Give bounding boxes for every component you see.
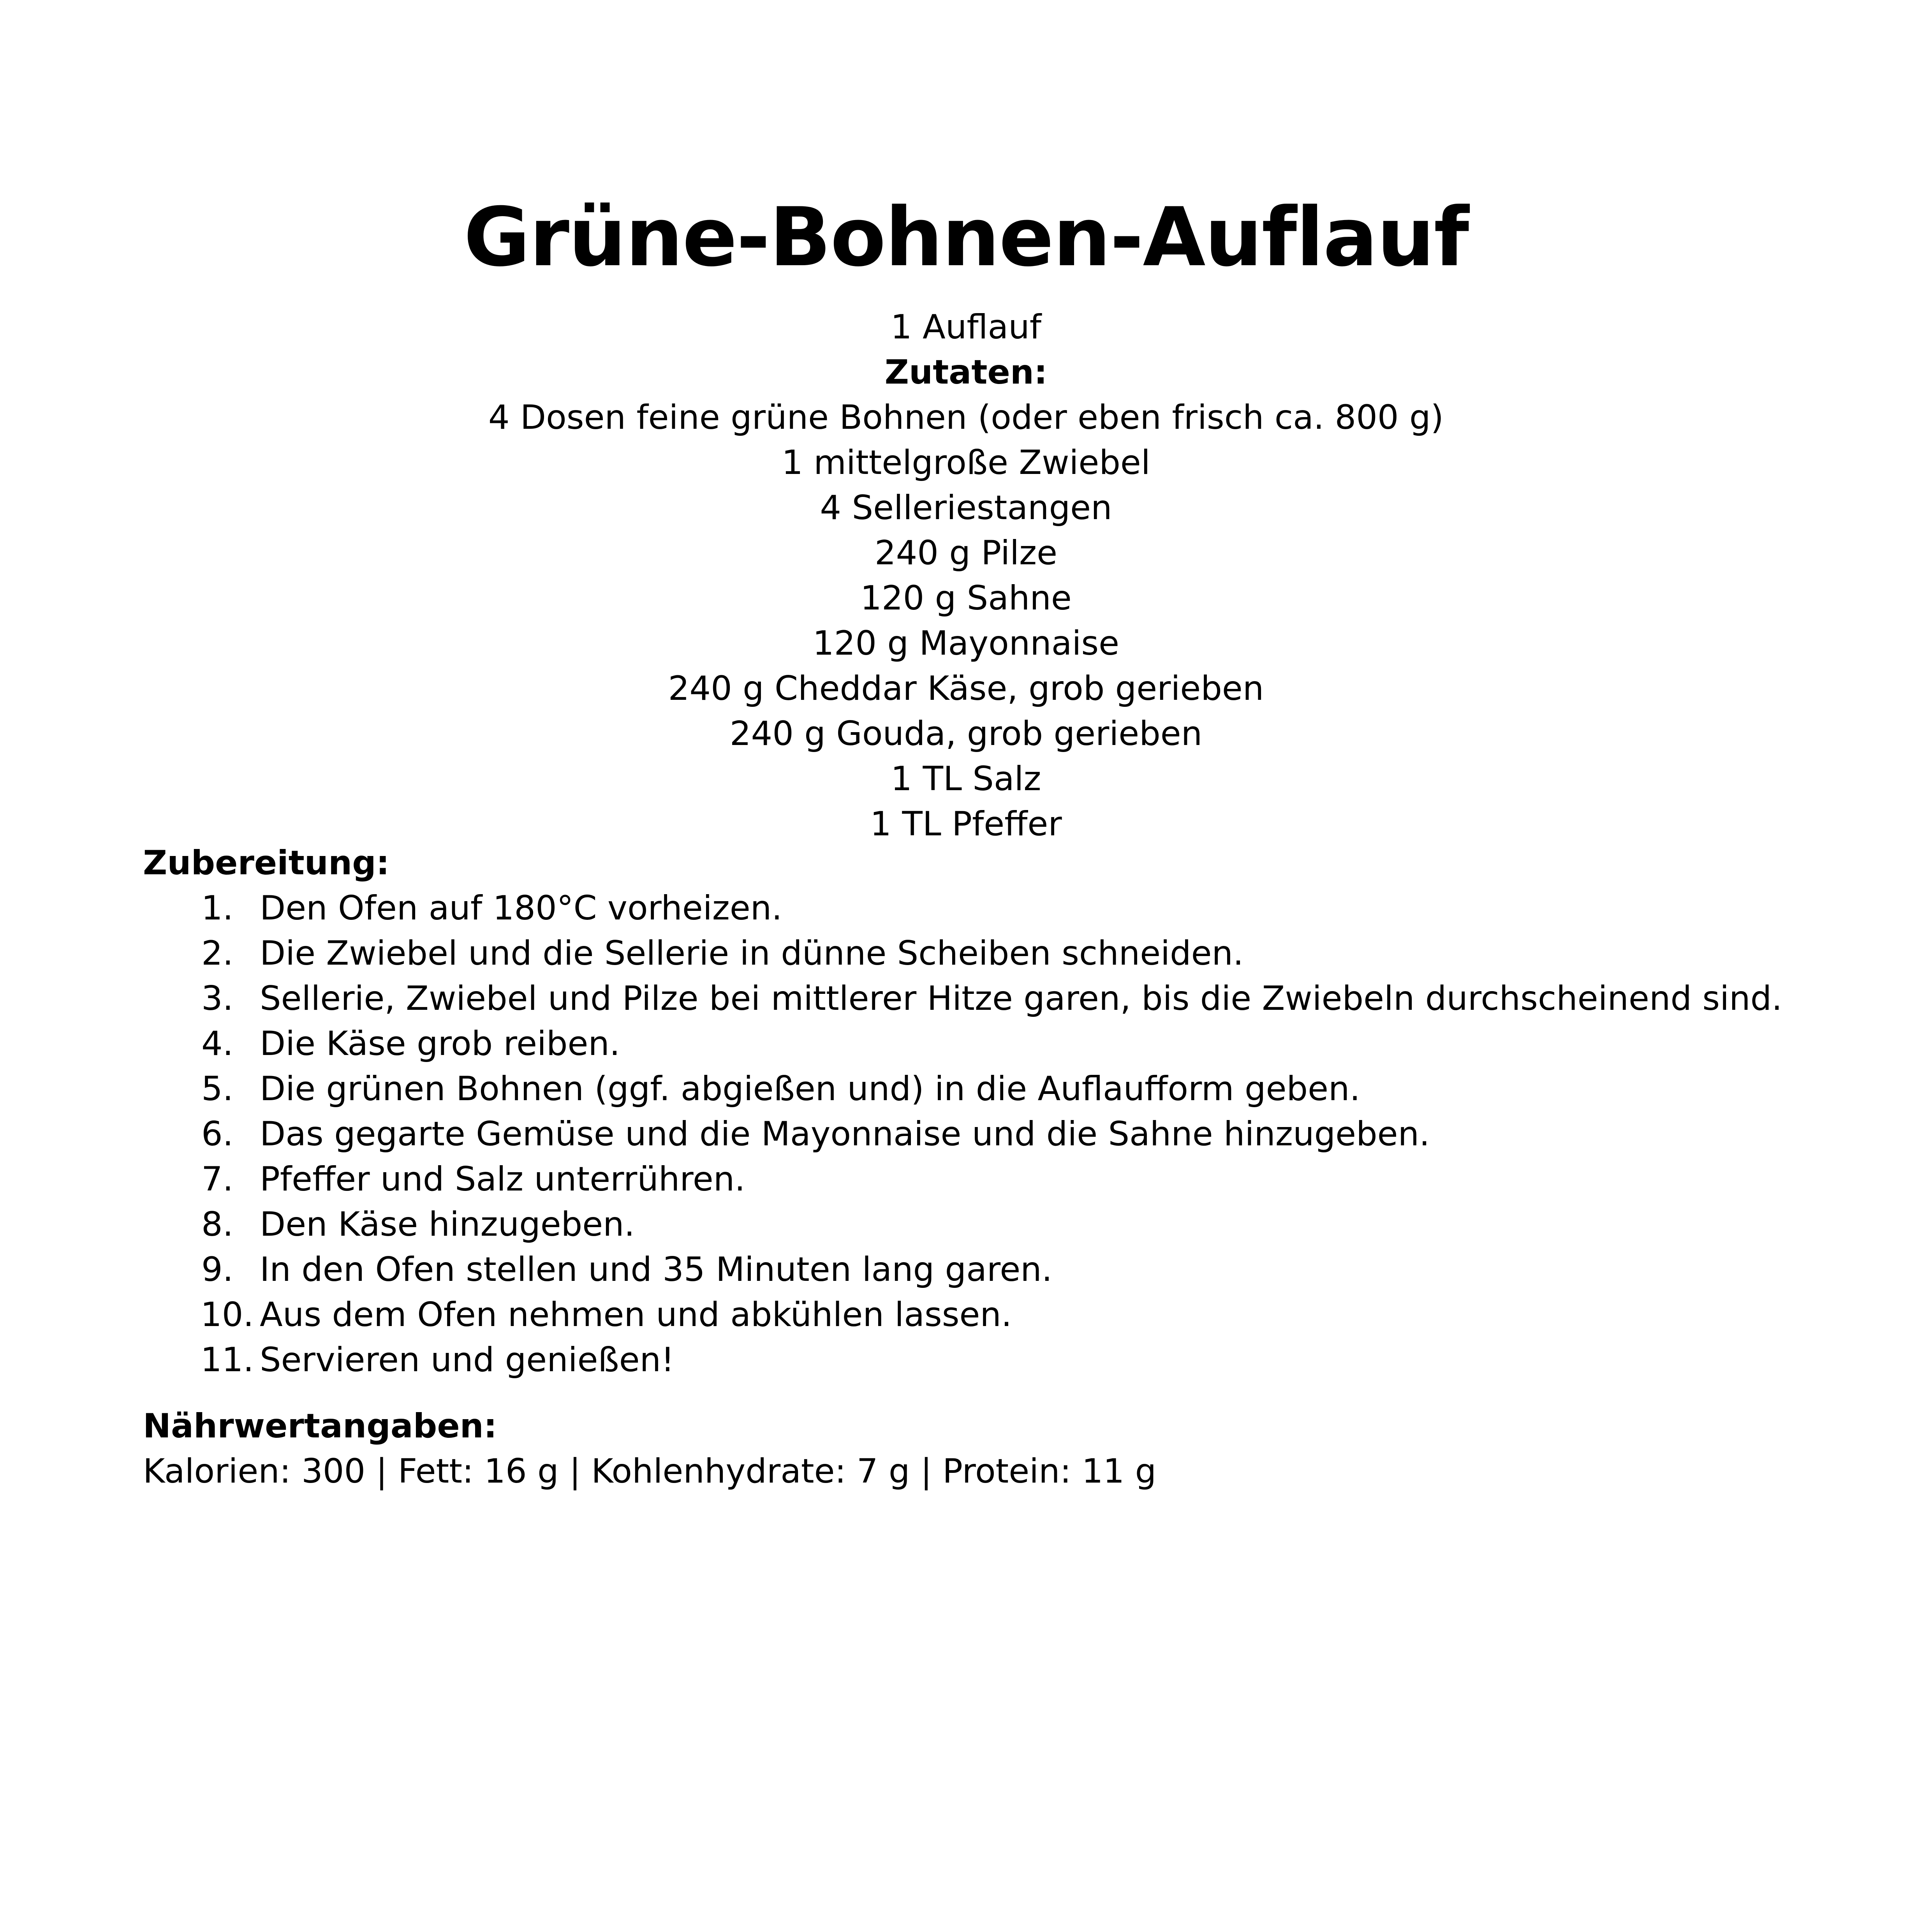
preparation-heading: Zubereitung:: [143, 844, 390, 882]
step-text: Die Käse grob reiben.: [260, 1024, 620, 1063]
step-text: Pfeffer und Salz unterrühren.: [260, 1160, 745, 1199]
list-item: [143, 1021, 1779, 1066]
list-item: [143, 1111, 1779, 1157]
preparation-steps-list: [143, 886, 1782, 1383]
list-item: [143, 1157, 1779, 1202]
ingredients-heading: Zutaten:: [884, 353, 1048, 392]
ingredient-item: 1 TL Salz: [891, 759, 1041, 798]
ingredient-item: 1 mittelgroße Zwiebel: [782, 443, 1150, 482]
step-number: 3.: [201, 979, 234, 1018]
ingredients-block: [0, 305, 1932, 847]
step-number: 4.: [201, 1024, 234, 1063]
list-item: [143, 1292, 1779, 1337]
ingredient-item: 4 Dosen feine grüne Bohnen (oder eben frisch ca. 800 g): [488, 398, 1444, 437]
step-number: 9.: [201, 1250, 234, 1289]
step-number: 5.: [201, 1069, 234, 1108]
step-text: Servieren und genießen!: [260, 1340, 675, 1379]
step-text: Die Zwiebel und die Sellerie in dünne Scheiben schneiden.: [260, 934, 1244, 973]
step-number: 10.: [201, 1295, 254, 1334]
step-text: Den Käse hinzugeben.: [260, 1205, 635, 1244]
step-text: In den Ofen stellen und 35 Minuten lang garen.: [260, 1250, 1053, 1289]
step-number: 1.: [201, 889, 234, 928]
step-text: Den Ofen auf 180°C vorheizen.: [260, 889, 782, 928]
list-item: [143, 931, 1779, 976]
list-item: [143, 1337, 1779, 1383]
ingredient-item: 120 g Mayonnaise: [812, 624, 1120, 663]
step-number: 11.: [201, 1340, 254, 1379]
nutrition-heading: Nährwertangaben:: [143, 1407, 497, 1446]
ingredient-item: 1 TL Pfeffer: [870, 805, 1062, 844]
list-item: [143, 886, 1779, 931]
step-number: 7.: [201, 1160, 234, 1199]
recipe-title: Grüne-Bohnen-Auflauf: [463, 190, 1469, 285]
nutrition-values: Kalorien: 300 | Fett: 16 g | Kohlenhydrate: 7 g | Protein: 11 g: [143, 1452, 1157, 1491]
recipe-yield: 1 Auflauf: [890, 308, 1042, 347]
step-text: Aus dem Ofen nehmen und abkühlen lassen.: [260, 1295, 1012, 1334]
list-item: [143, 1247, 1779, 1292]
step-number: 6.: [201, 1115, 234, 1154]
ingredient-item: 240 g Gouda, grob gerieben: [729, 714, 1203, 753]
ingredient-item: 4 Selleriestangen: [820, 488, 1112, 527]
ingredient-item: 240 g Cheddar Käse, grob gerieben: [668, 669, 1264, 708]
step-number: 8.: [201, 1205, 234, 1244]
step-text: Die grünen Bohnen (ggf. abgießen und) in die Auflaufform geben.: [260, 1069, 1360, 1108]
step-number: 2.: [201, 934, 234, 973]
step-text: Sellerie, Zwiebel und Pilze bei mittlerer Hitze garen, bis die Zwiebeln durchscheinend sind.: [260, 979, 1782, 1018]
list-item: [143, 1202, 1779, 1247]
ingredient-item: 120 g Sahne: [860, 579, 1072, 618]
step-text: Das gegarte Gemüse und die Mayonnaise und die Sahne hinzugeben.: [260, 1115, 1430, 1154]
ingredient-item: 240 g Pilze: [874, 534, 1058, 572]
list-item: [143, 976, 1782, 1021]
list-item: [143, 1066, 1779, 1111]
